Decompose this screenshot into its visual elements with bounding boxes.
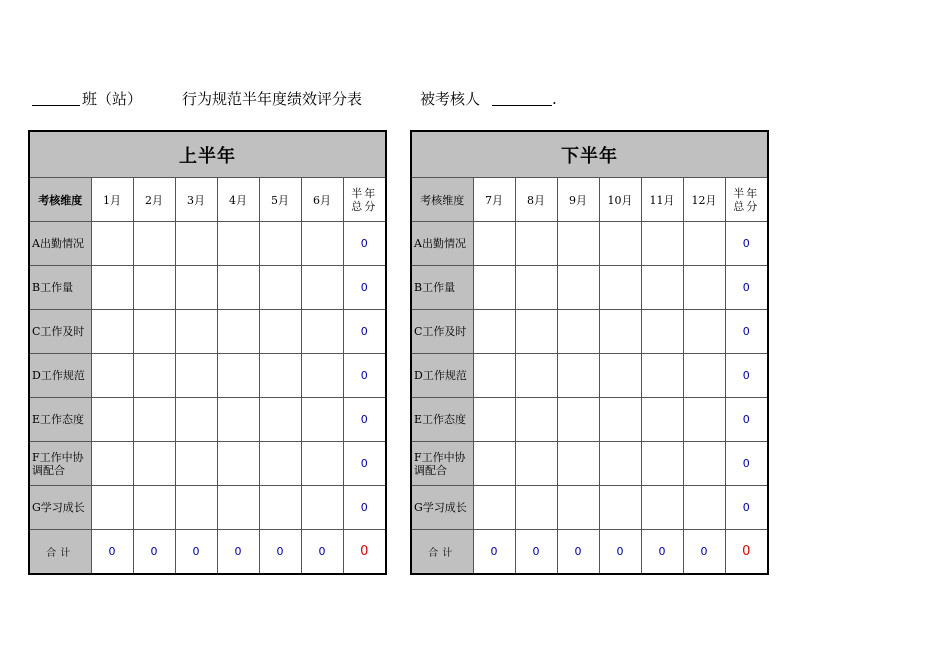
score-cell[interactable]: [683, 486, 725, 530]
row-total: 0: [343, 442, 386, 486]
score-cell[interactable]: [599, 442, 641, 486]
table-row: [411, 486, 768, 530]
table-row: [411, 266, 768, 310]
sum-value: 0: [301, 530, 343, 575]
row-total: 0: [725, 442, 768, 486]
row-total: 0: [725, 354, 768, 398]
score-cell[interactable]: [91, 266, 133, 310]
table-row: [411, 354, 768, 398]
score-cell[interactable]: [473, 310, 515, 354]
score-cell[interactable]: [91, 354, 133, 398]
grand-total: 0: [725, 530, 768, 575]
dimension-header: 考核维度: [411, 178, 473, 222]
sum-label: 合计: [29, 530, 91, 575]
sum-value: 0: [259, 530, 301, 575]
score-cell[interactable]: [599, 354, 641, 398]
score-cell[interactable]: [599, 486, 641, 530]
month-header: 7月: [473, 178, 515, 222]
table-row: [29, 442, 386, 486]
score-cell[interactable]: [133, 442, 175, 486]
table-row: [29, 354, 386, 398]
row-total: 0: [725, 266, 768, 310]
score-cell[interactable]: [599, 222, 641, 266]
score-cell[interactable]: [557, 310, 599, 354]
score-cell[interactable]: [175, 442, 217, 486]
score-cell[interactable]: [175, 354, 217, 398]
month-header: 5月: [259, 178, 301, 222]
month-header: 2月: [133, 178, 175, 222]
score-cell[interactable]: [301, 222, 343, 266]
score-cell[interactable]: [683, 442, 725, 486]
dimension-label: D工作规范: [29, 354, 91, 398]
score-cell[interactable]: [133, 266, 175, 310]
first-half-table: [28, 130, 387, 575]
sum-label: 合计: [411, 530, 473, 575]
score-cell[interactable]: [515, 398, 557, 442]
score-cell[interactable]: [683, 354, 725, 398]
second-half-table: [410, 130, 769, 575]
month-header: 11月: [641, 178, 683, 222]
score-cell[interactable]: [599, 310, 641, 354]
sum-value: 0: [91, 530, 133, 575]
sum-value: 0: [683, 530, 725, 575]
score-cell[interactable]: [301, 354, 343, 398]
score-cell[interactable]: [175, 398, 217, 442]
month-header: 10月: [599, 178, 641, 222]
score-cell[interactable]: [473, 486, 515, 530]
score-cell[interactable]: [515, 354, 557, 398]
dimension-label: B工作量: [411, 266, 473, 310]
dimension-header: 考核维度: [29, 178, 91, 222]
dimension-label: G学习成长: [411, 486, 473, 530]
form-title: 行为规范半年度绩效评分表: [182, 90, 363, 108]
score-cell[interactable]: [683, 222, 725, 266]
row-total: 0: [343, 266, 386, 310]
score-cell[interactable]: [515, 310, 557, 354]
score-cell[interactable]: [683, 398, 725, 442]
score-cell[interactable]: [259, 222, 301, 266]
score-cell[interactable]: [91, 222, 133, 266]
class-blank[interactable]: [32, 88, 80, 112]
table-row: [29, 310, 386, 354]
score-cell[interactable]: [641, 354, 683, 398]
table-row: [411, 442, 768, 486]
month-header: 8月: [515, 178, 557, 222]
dimension-label: B工作量: [29, 266, 91, 310]
dimension-label: A出勤情况: [411, 222, 473, 266]
examinee-label: 被考核人: [420, 90, 481, 108]
examinee-blank[interactable]: [492, 88, 552, 112]
score-cell[interactable]: [641, 310, 683, 354]
score-cell[interactable]: [557, 266, 599, 310]
sum-value: 0: [557, 530, 599, 575]
score-cell[interactable]: [133, 398, 175, 442]
row-total: 0: [725, 310, 768, 354]
score-cell[interactable]: [473, 222, 515, 266]
score-cell[interactable]: [473, 354, 515, 398]
score-cell[interactable]: [91, 398, 133, 442]
row-total: 0: [343, 486, 386, 530]
month-header: 4月: [217, 178, 259, 222]
sum-value: 0: [515, 530, 557, 575]
score-cell[interactable]: [133, 354, 175, 398]
score-cell[interactable]: [301, 442, 343, 486]
dimension-label: E工作态度: [29, 398, 91, 442]
score-cell[interactable]: [91, 310, 133, 354]
row-total: 0: [343, 222, 386, 266]
score-cell[interactable]: [301, 486, 343, 530]
score-cell[interactable]: [133, 310, 175, 354]
dimension-label: E工作态度: [411, 398, 473, 442]
score-cell[interactable]: [91, 442, 133, 486]
row-total: 0: [725, 222, 768, 266]
score-cell[interactable]: [641, 442, 683, 486]
table-row: [29, 222, 386, 266]
month-header: 9月: [557, 178, 599, 222]
score-cell[interactable]: [217, 354, 259, 398]
score-cell[interactable]: [175, 222, 217, 266]
score-cell[interactable]: [641, 266, 683, 310]
score-cell[interactable]: [175, 486, 217, 530]
row-total: 0: [725, 398, 768, 442]
sum-value: 0: [641, 530, 683, 575]
score-cell[interactable]: [599, 398, 641, 442]
table-row: [411, 310, 768, 354]
month-header: 1月: [91, 178, 133, 222]
table-row: [411, 398, 768, 442]
dimension-label: C工作及时: [29, 310, 91, 354]
month-header: 6月: [301, 178, 343, 222]
score-cell[interactable]: [557, 354, 599, 398]
score-cell[interactable]: [259, 354, 301, 398]
dimension-label: F工作中协调配合: [29, 442, 91, 486]
score-cell[interactable]: [683, 310, 725, 354]
score-cell[interactable]: [301, 310, 343, 354]
score-cell[interactable]: [133, 486, 175, 530]
table-row: [29, 486, 386, 530]
table-row: [29, 398, 386, 442]
score-cell[interactable]: [599, 266, 641, 310]
half-total-header: 半年 总分: [343, 178, 386, 222]
first-half-header: 上半年: [29, 131, 386, 178]
grand-total: 0: [343, 530, 386, 575]
score-cell[interactable]: [557, 486, 599, 530]
score-cell[interactable]: [217, 222, 259, 266]
score-cell[interactable]: [259, 486, 301, 530]
score-cell[interactable]: [133, 222, 175, 266]
dimension-label: D工作规范: [411, 354, 473, 398]
score-cell[interactable]: [175, 266, 217, 310]
dimension-label: G学习成长: [29, 486, 91, 530]
second-half-header: 下半年: [411, 131, 768, 178]
score-cell[interactable]: [217, 266, 259, 310]
dimension-label: F工作中协调配合: [411, 442, 473, 486]
score-cell[interactable]: [557, 222, 599, 266]
score-cell[interactable]: [175, 310, 217, 354]
score-cell[interactable]: [301, 398, 343, 442]
score-cell[interactable]: [217, 486, 259, 530]
score-cell[interactable]: [473, 266, 515, 310]
score-cell[interactable]: [259, 310, 301, 354]
score-cell[interactable]: [473, 442, 515, 486]
half-total-header: 半年 总分: [725, 178, 768, 222]
score-cell[interactable]: [515, 222, 557, 266]
score-cell[interactable]: [473, 398, 515, 442]
dimension-label: C工作及时: [411, 310, 473, 354]
score-cell[interactable]: [641, 486, 683, 530]
score-cell[interactable]: [683, 266, 725, 310]
title-dot: .: [552, 90, 557, 108]
score-cell[interactable]: [557, 442, 599, 486]
score-cell[interactable]: [301, 266, 343, 310]
sum-value: 0: [133, 530, 175, 575]
sum-value: 0: [217, 530, 259, 575]
class-suffix: 班（站）: [82, 90, 143, 108]
score-cell[interactable]: [557, 398, 599, 442]
table-row: [29, 266, 386, 310]
score-cell[interactable]: [259, 398, 301, 442]
score-cell[interactable]: [259, 442, 301, 486]
score-cell[interactable]: [515, 486, 557, 530]
row-total: 0: [343, 354, 386, 398]
table-row: [411, 222, 768, 266]
sum-value: 0: [175, 530, 217, 575]
row-total: 0: [343, 310, 386, 354]
sum-value: 0: [473, 530, 515, 575]
score-cell[interactable]: [641, 222, 683, 266]
score-cell[interactable]: [515, 442, 557, 486]
score-cell[interactable]: [91, 486, 133, 530]
row-total: 0: [725, 486, 768, 530]
sum-value: 0: [599, 530, 641, 575]
score-cell[interactable]: [259, 266, 301, 310]
row-total: 0: [343, 398, 386, 442]
score-cell[interactable]: [515, 266, 557, 310]
score-cell[interactable]: [217, 398, 259, 442]
score-cell[interactable]: [217, 310, 259, 354]
month-header: 12月: [683, 178, 725, 222]
score-cell[interactable]: [641, 398, 683, 442]
month-header: 3月: [175, 178, 217, 222]
score-cell[interactable]: [217, 442, 259, 486]
dimension-label: A出勤情况: [29, 222, 91, 266]
